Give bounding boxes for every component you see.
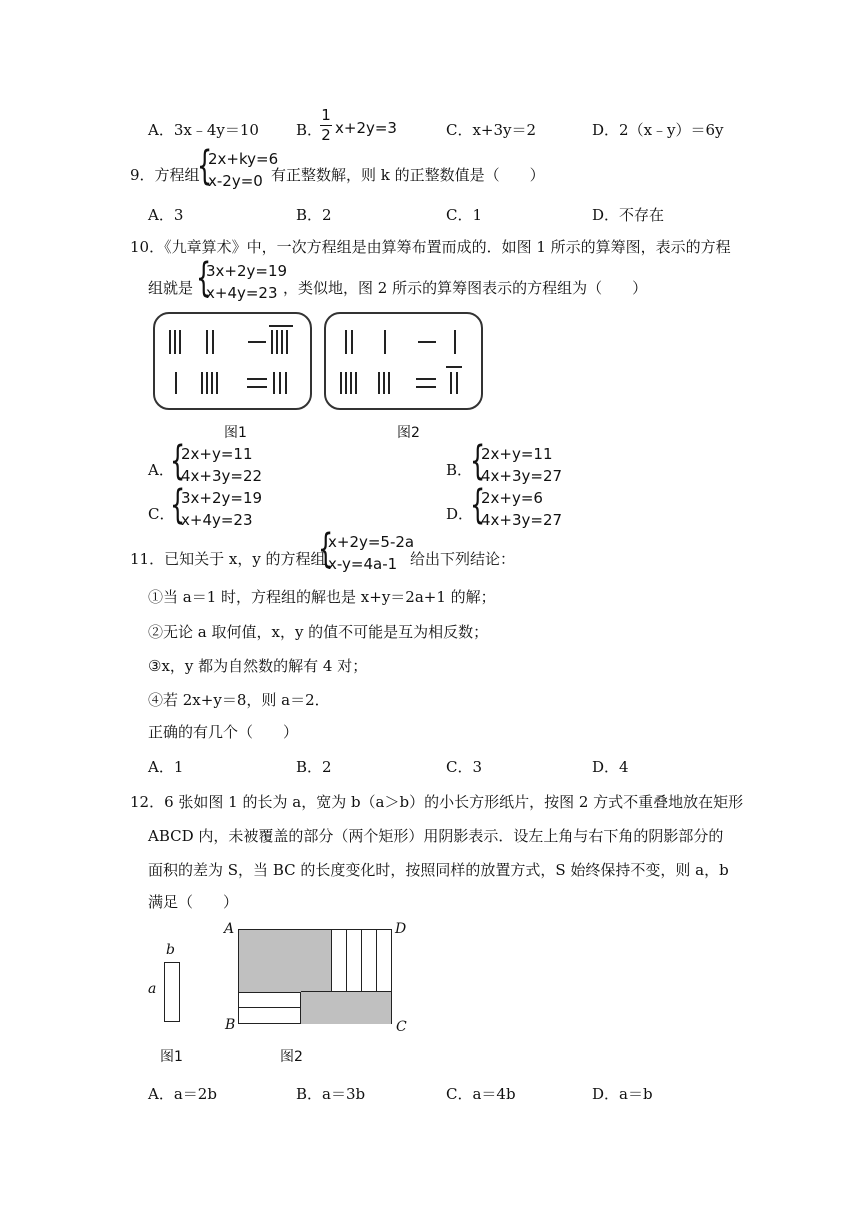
brace-icon: {	[170, 482, 186, 528]
q9-option-c: C．1	[446, 206, 483, 224]
q9-system	[208, 148, 278, 192]
q9-eq2: x-2y=0	[208, 172, 263, 190]
strip	[347, 930, 362, 992]
eq1: 3x+2y=19	[181, 489, 263, 507]
q11-eq2: x-y=4a-1	[328, 555, 398, 573]
q10-option-a-system	[181, 443, 262, 487]
eq2: 4x+3y=27	[481, 511, 563, 529]
brace-icon: {	[470, 482, 486, 528]
q11-option-b: B．2	[296, 758, 332, 776]
q10-option-d-system	[481, 487, 562, 531]
q12-line2: ABCD 内，未被覆盖的部分（两个矩形）用阴影表示．设左上角与右下角的阴影部分的	[148, 827, 724, 845]
figure-1-caption: 图1	[224, 425, 247, 441]
q10-line1: 10．《九章算术》中，一次方程组是由算筹布置而成的．如图 1 所示的算筹图，表示的方程	[130, 238, 731, 256]
eq2: 4x+3y=27	[481, 467, 563, 485]
q10-line2-prefix: 组就是	[148, 279, 194, 297]
brace-icon: {	[470, 438, 486, 484]
shaded-bottom-right	[301, 991, 391, 1024]
q12-option-a: A．a＝2b	[148, 1085, 217, 1103]
fig2-label-C: C	[396, 1019, 407, 1035]
eq1: 2x+y=11	[181, 445, 253, 463]
fraction-numerator: 1	[321, 106, 331, 124]
q11-question: 正确的有几个（ ）	[148, 723, 299, 741]
eq2: 4x+3y=22	[181, 467, 263, 485]
strip	[362, 930, 377, 992]
q11-eq1: x+2y=5-2a	[328, 533, 415, 551]
q8-option-b-label: B．	[296, 121, 323, 139]
q10-option-b-label: B．	[446, 461, 473, 479]
q11-statement-4: ④若 2x+y＝8，则 a＝2．	[148, 691, 330, 709]
rod-figure-2	[324, 312, 483, 410]
q11-option-c: C．3	[446, 758, 483, 776]
q11-statement-3: ③x，y 都为自然数的解有 4 对；	[148, 657, 368, 675]
figure-2-caption: 图2	[397, 425, 420, 441]
strip	[332, 930, 347, 992]
q11-statement-2: ②无论 a 取何值，x，y 的值不可能是互为相反数；	[148, 623, 489, 641]
q11-option-d: D．4	[592, 758, 629, 776]
q10-option-c-system	[181, 487, 262, 531]
fig2-label-A: A	[224, 921, 235, 937]
q11-suffix: 给出下列结论：	[410, 550, 516, 568]
fig1-label-a: a	[148, 981, 157, 997]
q9-suffix: 有正整数解，则 k 的正整数值是（ ）	[271, 166, 545, 184]
q8-option-c: C．x+3y＝2	[446, 121, 537, 139]
q11-statement-1: ①当 a＝1 时，方程组的解也是 x+y＝2a+1 的解；	[148, 588, 496, 606]
q10-option-a-label: A．	[148, 461, 174, 479]
q11-option-a: A．1	[148, 758, 184, 776]
q8-option-b-rest: x+2y=3	[335, 119, 397, 137]
q12-figure-2-caption: 图2	[280, 1049, 303, 1065]
q11-system	[328, 531, 414, 575]
brace-icon: {	[170, 438, 186, 484]
q10-eq2: x+4y=23	[206, 284, 278, 302]
q12-option-d: D．a＝b	[592, 1085, 653, 1103]
q12-figure-1-caption: 图1	[160, 1049, 183, 1065]
brace-icon: {	[318, 526, 334, 572]
shaded-top-left	[239, 930, 332, 993]
q10-option-d-label: D．	[446, 505, 474, 523]
q8-option-b-fraction	[320, 106, 332, 144]
q10-system	[206, 260, 287, 304]
q8-option-d: D．2（x﹣y）＝6y	[592, 121, 724, 139]
strip	[239, 1008, 301, 1023]
q10-line2-suffix: ，类似地，图 2 所示的算筹图表示的方程组为（ ）	[283, 279, 648, 297]
fig2-label-B: B	[225, 1017, 236, 1033]
fraction-denominator: 2	[321, 126, 331, 144]
q8-option-a: A．3x﹣4y＝10	[148, 121, 259, 139]
fig2-rectangle-abcd	[238, 929, 392, 1024]
q9-eq1: 2x+ky=6	[208, 150, 279, 168]
q11-prefix: 11．已知关于 x，y 的方程组	[130, 550, 326, 568]
eq1: 2x+y=6	[481, 489, 543, 507]
fig2-label-D: D	[395, 921, 407, 937]
q12-option-c: C．a＝4b	[446, 1085, 516, 1103]
brace-icon: {	[197, 143, 213, 189]
eq1: 2x+y=11	[481, 445, 553, 463]
rod-figure-1	[153, 312, 312, 410]
q12-option-b: B．a＝3b	[296, 1085, 366, 1103]
fig1-label-b: b	[166, 942, 175, 958]
q9-option-a: A．3	[148, 206, 184, 224]
strip	[239, 993, 301, 1008]
q9-option-b: B．2	[296, 206, 332, 224]
q9-prefix: 9．方程组	[130, 166, 200, 184]
q10-option-b-system	[481, 443, 562, 487]
q12-line1: 12．6 张如图 1 的长为 a，宽为 b（a＞b）的小长方形纸片，按图 2 方式不重叠地放在矩形	[130, 793, 744, 811]
q10-option-c-label: C．	[148, 505, 175, 523]
q12-line4: 满足（ ）	[148, 893, 239, 911]
brace-icon: {	[196, 255, 212, 301]
eq2: x+4y=23	[181, 511, 253, 529]
q12-line3: 面积的差为 S，当 BC 的长度变化时，按照同样的放置方式，S 始终保持不变，则 a，b	[148, 861, 729, 879]
q10-eq1: 3x+2y=19	[206, 262, 288, 280]
q9-option-d: D．不存在	[592, 206, 665, 224]
fig1-rectangle	[164, 962, 180, 1022]
